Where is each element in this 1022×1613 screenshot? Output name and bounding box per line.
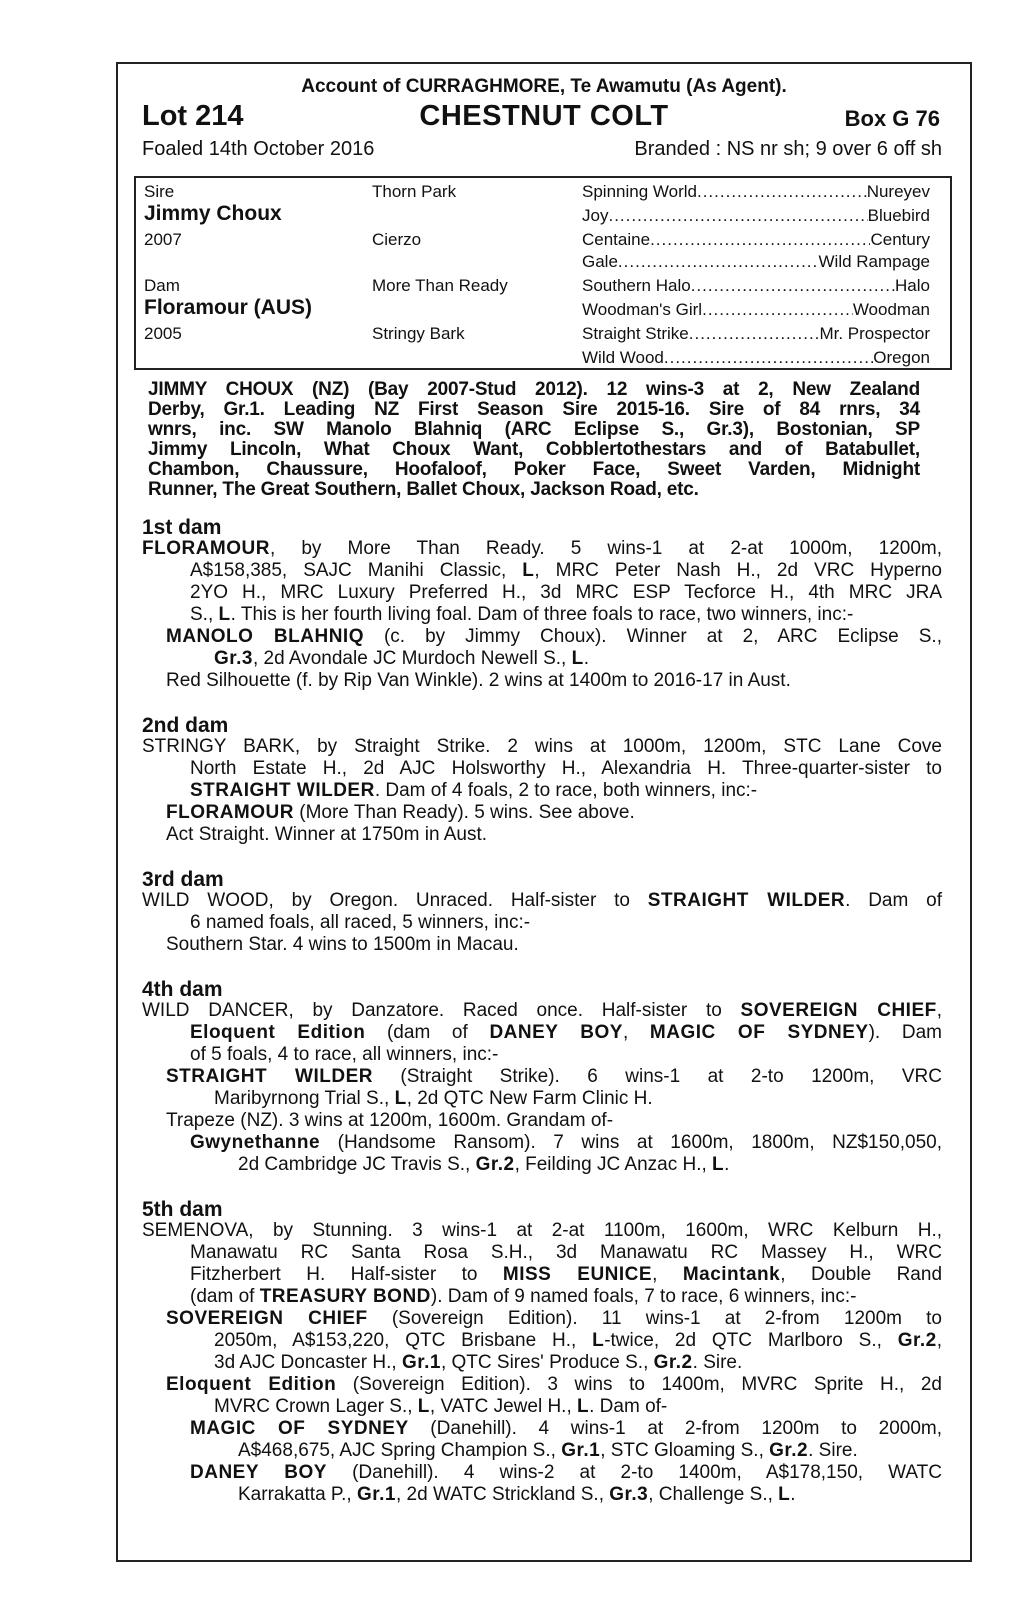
line-text: -twice, 2d QTC Marlboro S., [604,1330,898,1351]
fifth-dam-heading: 5th dam [142,1198,223,1221]
sire-summary-line: Runner, The Great Southern, Ballet Choux, Jackson Road, etc. [148,479,699,500]
line-text: (Danehill). 4 wins-2 at 2-to 1400m, A$178,150, WATC [326,1462,942,1483]
dam-text-line [142,1396,942,1418]
highlighted-name: L [522,560,535,581]
highlighted-name: FLORAMOUR [166,802,294,823]
highlighted-name: L [778,1484,791,1505]
great-grandparent-row: Woodman's Girl ..... Woodman [582,300,930,320]
dam-text-line [142,1352,942,1374]
sire-label: Sire [144,182,175,201]
dam-text-line [142,1110,942,1132]
line-text: (Sovereign Edition). 11 wins-1 at 2-from 1200m to [367,1308,942,1329]
dam-text-line [142,1132,942,1154]
dam-label: Dam [144,276,180,295]
dam-text-line [142,1154,942,1176]
highlighted-name: L [592,1330,605,1351]
line-text: (dam of [190,1286,260,1307]
highlighted-name: MANOLO BLAHNIQ [166,626,364,647]
highlighted-name: Gwynethanne [190,1132,321,1153]
great-grandparent-row: Joy ..... Bluebird [582,206,930,226]
line-text: 3d AJC Doncaster H., [214,1352,402,1373]
great-grandparent-row: Spinning World ..... Nureyev [582,182,930,202]
dam-text-line [142,538,942,560]
highlighted-name: FLORAMOUR [142,538,270,559]
fourth-dam-text [142,1000,942,1176]
highlighted-name: STRAIGHT WILDER [647,890,846,911]
line-text: . This is her fourth living foal. Dam of three foals to race, two winners, inc:- [230,604,854,625]
highlighted-name: SOVEREIGN CHIEF [166,1308,368,1329]
line-text: , QTC Sires' Produce S., [440,1352,654,1373]
dam-text-line [142,1044,942,1066]
dam-text-line [142,626,942,648]
great-grandparent-row: Wild Wood ..... Oregon [582,348,930,368]
line-text: (Handsome Ransom). 7 wins at 1600m, 1800m, NZ$150,050, [320,1132,942,1153]
line-text: . Dam of- [589,1396,668,1417]
highlighted-name: L [577,1396,590,1417]
box-number: Box G 76 [844,106,940,131]
line-text: ). Dam [868,1022,942,1043]
sire-dam: Cierzo [372,230,422,249]
line-text: , 2d WATC Strickland S., [395,1484,610,1505]
line-text: . [724,1154,730,1175]
highlighted-name: Macintank [682,1264,781,1285]
line-text: (Straight Strike). 6 wins-1 at 2-to 1200m, VRC [372,1066,942,1087]
line-text: Trapeze (NZ). 3 wins at 1200m, 1600m. Grandam of- [166,1110,614,1131]
highlighted-name: DANEY BOY [489,1022,623,1043]
sire-summary-line: Jimmy Lincoln, What Choux Want, Cobblertothestars and of Batabullet, [148,439,920,460]
dam-text-line [142,1308,942,1330]
great-grandparent-row: Straight Strike ..... Mr. Prospector [582,324,930,344]
sire-summary-line: JIMMY CHOUX (NZ) (Bay 2007-Stud 2012). 12 wins-3 at 2, New Zealand [148,379,920,400]
line-text: , STC Gloaming S., [600,1440,770,1461]
line-text: , [936,1330,942,1351]
first-dam-text [142,538,942,692]
highlighted-name: TREASURY BOND [259,1286,431,1307]
dam-text-line [142,912,942,934]
line-text: , [652,1264,683,1285]
third-dam-heading: 3rd dam [142,868,224,891]
highlighted-name: L [218,604,231,625]
dam-text-line [142,560,942,582]
line-text: STRINGY BARK, by Straight Strike. 2 wins at 1000m, 1200m, STC Lane Cove [142,736,942,757]
dam-sire: More Than Ready [372,276,508,295]
dam-text-line [142,736,942,758]
dam-text-line [142,1220,942,1242]
line-text: . [790,1484,796,1505]
line-text: North Estate H., 2d AJC Holsworthy H., Alexandria H. Three-quarter-sister to [190,758,942,779]
line-text: 6 named foals, all raced, 5 winners, inc:- [190,912,531,933]
sire-summary [148,380,920,500]
fifth-dam-text [142,1220,942,1506]
highlighted-name: Gr.1 [401,1352,441,1373]
dam-name: Floramour (AUS) [144,296,312,319]
highlighted-name: L [571,648,584,669]
dam-text-line [142,890,942,912]
line-text: WILD DANCER, by Danzatore. Raced once. Half-sister to [142,1000,741,1021]
line-text: Maribyrnong Trial S., [214,1088,395,1109]
line-text: , Feilding JC Anzac H., [514,1154,713,1175]
line-text: SEMENOVA, by Stunning. 3 wins-1 at 2-at 1100m, 1600m, WRC Kelburn H., [142,1220,942,1241]
highlighted-name: STRAIGHT WILDER [166,1066,373,1087]
line-text: (Danehill). 4 wins-1 at 2-from 1200m to 2000m, [408,1418,942,1439]
highlighted-name: Gr.1 [357,1484,396,1505]
dam-text-line [142,648,942,670]
line-text: . Dam of [845,890,942,911]
line-text: (c. by Jimmy Choux). Winner at 2, ARC Eclipse S., [363,626,942,647]
highlighted-name: Gr.2 [769,1440,809,1461]
line-text: 2d Cambridge JC Travis S., [238,1154,476,1175]
line-text: , VATC Jewel H., [429,1396,578,1417]
sire-summary-line: Chambon, Chaussure, Hoofaloof, Poker Face, Sweet Varden, Midnight [148,459,920,480]
highlighted-name: MAGIC OF SYDNEY [649,1022,869,1043]
vendor-account: Account of CURRAGHMORE, Te Awamutu (As Agent). [301,76,787,97]
highlighted-name: SOVEREIGN CHIEF [740,1000,937,1021]
highlighted-name: Eloquent Edition [166,1374,337,1395]
line-text: , Double Rand [780,1264,943,1285]
catalogue-page [116,62,972,1562]
sire-sire: Thorn Park [372,182,457,201]
highlighted-name: STRAIGHT WILDER [190,780,375,801]
line-text: 2050m, A$153,220, QTC Brisbane H., [214,1330,593,1351]
line-text: . Sire. [808,1440,858,1461]
sire-summary-line: Derby, Gr.1. Leading NZ First Season Sire 2015-16. Sire of 84 rnrs, 34 [148,399,920,420]
highlighted-name: Gr.1 [561,1440,601,1461]
line-text: Southern Star. 4 wins to 1500m in Macau. [166,934,519,955]
sire-summary-line: wnrs, inc. SW Manolo Blahniq (ARC Eclipse S., Gr.3), Bostonian, SP [148,419,920,440]
second-dam-heading: 2nd dam [142,714,229,737]
dam-text-line [142,1418,942,1440]
line-text: ). Dam of 9 named foals, 7 to race, 6 winners, inc:- [430,1286,857,1307]
great-grandparent-row: Centaine ..... Century [582,230,930,250]
brand-marks: Branded : NS nr sh; 9 over 6 off sh [634,138,942,160]
highlighted-name: MAGIC OF SYDNEY [190,1418,409,1439]
highlighted-name: Gr.3 [214,648,253,669]
line-text: , [622,1022,650,1043]
line-text: A$158,385, SAJC Manihi Classic, [190,560,523,581]
line-text: , 2d QTC New Farm Clinic H. [406,1088,653,1109]
great-grandparent-row: Gale ..... Wild Rampage [582,252,930,272]
line-text: . [583,648,589,669]
dam-text-line [142,582,942,604]
dam-text-line [142,1286,942,1308]
dam-text-line [142,1484,942,1506]
lot-number: Lot 214 [142,100,244,132]
line-text: Red Silhouette (f. by Rip Van Winkle). 2 wins at 1400m to 2016-17 in Aust. [166,670,791,691]
dam-text-line [142,1374,942,1396]
sire-name: Jimmy Choux [144,202,282,225]
highlighted-name: DANEY BOY [190,1462,327,1483]
highlighted-name: Gr.2 [653,1352,693,1373]
line-text: (More Than Ready). 5 wins. See above. [293,802,635,823]
line-text: MVRC Crown Lager S., [214,1396,418,1417]
dam-text-line [142,670,942,692]
dam-text-line [142,1440,942,1462]
line-text: . Sire. [692,1352,743,1373]
line-text: 2YO H., MRC Luxury Preferred H., 3d MRC ESP Tecforce H., 4th MRC JRA [190,582,942,603]
highlighted-name: L [394,1088,407,1109]
second-dam-text [142,736,942,846]
dam-text-line [142,1066,942,1088]
line-text: , by More Than Ready. 5 wins-1 at 2-at 1000m, 1200m, [269,538,942,559]
line-text: . Dam of 4 foals, 2 to race, both winners, inc:- [374,780,758,801]
highlighted-name: Gr.2 [475,1154,515,1175]
dam-text-line [142,824,942,846]
dam-text-line [142,1242,942,1264]
line-text: , MRC Peter Nash H., 2d VRC Hyperno [534,560,942,581]
dam-year: 2005 [144,324,182,343]
line-text: WILD WOOD, by Oregon. Unraced. Half-sister to [142,890,648,911]
highlighted-name: MISS EUNICE [502,1264,653,1285]
dam-text-line [142,758,942,780]
line-text: (Sovereign Edition). 3 wins to 1400m, MVRC Sprite H., 2d [336,1374,943,1395]
horse-description: CHESTNUT COLT [419,100,669,132]
highlighted-name: Gr.2 [897,1330,937,1351]
dam-text-line [142,1330,942,1352]
line-text: A$468,675, AJC Spring Champion S., [238,1440,562,1461]
dam-text-line [142,802,942,824]
dam-text-line [142,1088,942,1110]
dam-text-line [142,604,942,626]
dam-text-line [142,1000,942,1022]
highlighted-name: Gr.3 [609,1484,649,1505]
dam-text-line [142,1264,942,1286]
pedigree-table [134,176,952,370]
fourth-dam-heading: 4th dam [142,978,223,1001]
dam-text-line [142,1462,942,1484]
line-text: Karrakatta P., [238,1484,357,1505]
line-text: Manawatu RC Santa Rosa S.H., 3d Manawatu RC Massey H., WRC [190,1242,942,1263]
highlighted-name: L [712,1154,725,1175]
first-dam-heading: 1st dam [142,516,222,539]
line-text: S., [190,604,219,625]
line-text: of 5 foals, 4 to race, all winners, inc:- [190,1044,499,1065]
line-text: , Challenge S., [648,1484,779,1505]
dam-text-line [142,1022,942,1044]
great-grandparent-row: Southern Halo ..... Halo [582,276,930,296]
dam-text-line [142,934,942,956]
sire-year: 2007 [144,230,182,249]
line-text: , [936,1000,943,1021]
line-text: Act Straight. Winner at 1750m in Aust. [166,824,488,845]
line-text: , 2d Avondale JC Murdoch Newell S., [252,648,572,669]
third-dam-text [142,890,942,956]
highlighted-name: L [417,1396,430,1417]
foaled-date: Foaled 14th October 2016 [142,138,375,160]
line-text: Fitzherbert H. Half-sister to [190,1264,503,1285]
line-text: (dam of [365,1022,490,1043]
highlighted-name: Eloquent Edition [190,1022,366,1043]
dam-dam: Stringy Bark [372,324,465,343]
dam-text-line [142,780,942,802]
